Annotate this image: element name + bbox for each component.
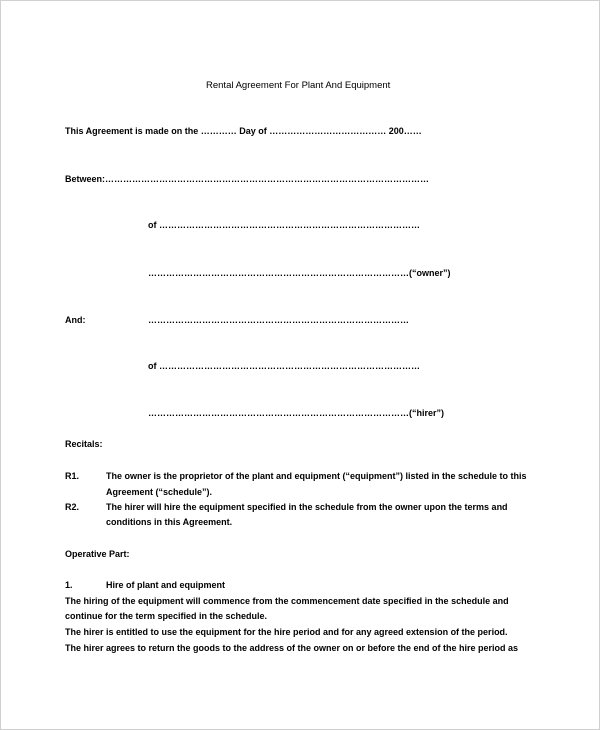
clause1-text-line4: The hirer agrees to return the goods to the address of the owner on or before the end of the hire period as	[65, 643, 519, 653]
recital-r2-text-line2: conditions in this Agreement.	[106, 517, 233, 527]
clause1-title: Hire of plant and equipment	[106, 580, 226, 590]
hirer-line: ……………………………………………………………………………(“hirer”)	[148, 408, 445, 418]
owner-address-line: of ……………………………………………………………………………	[148, 220, 420, 230]
recital-r1-text-line1: The owner is the proprietor of the plant and equipment (“equipment”) listed in the schedule to this	[106, 471, 527, 481]
between-line: Between:………………………………………………………………………………………………	[65, 174, 430, 184]
operative-heading: Operative Part:	[65, 549, 130, 559]
recitals-heading: Recitals:	[65, 439, 103, 449]
hirer-name-blank: ……………………………………………………………………………	[148, 315, 409, 325]
clause1-number: 1.	[65, 580, 73, 590]
clause1-text-line1: The hiring of the equipment will commence from the commencement date specified in the schedule and	[65, 596, 509, 606]
owner-name-line: ……………………………………………………………………………(“owner”)	[148, 268, 451, 278]
recital-r2-text-line1: The hirer will hire the equipment specified in the schedule from the owner upon the terms and	[106, 502, 508, 512]
agreement-date-line: This Agreement is made on the ………… Day of ………………………………… 200……	[65, 126, 422, 136]
recital-r1-label: R1.	[65, 471, 80, 481]
hirer-address-line: of ……………………………………………………………………………	[148, 361, 420, 371]
recital-r2-label: R2.	[65, 502, 80, 512]
clause1-text-line3: The hirer is entitled to use the equipment for the hire period and for any agreed extension of the period.	[65, 627, 508, 637]
and-label: And:	[65, 315, 86, 325]
document-title: Rental Agreement For Plant And Equipment	[206, 80, 391, 91]
clause1-text-line2: continue for the term specified in the schedule.	[65, 611, 268, 621]
recital-r1-text-line2: Agreement (“schedule”).	[106, 487, 213, 497]
